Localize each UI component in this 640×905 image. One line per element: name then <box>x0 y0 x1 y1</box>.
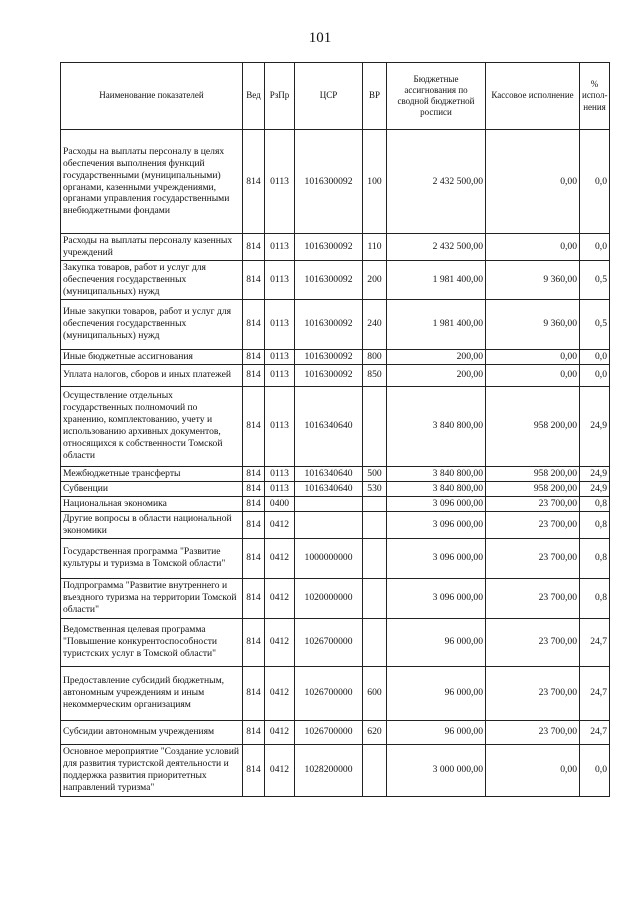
row-cash-cell: 23 700,00 <box>486 538 580 578</box>
row-cash-cell: 23 700,00 <box>486 618 580 666</box>
table-row <box>61 130 610 234</box>
row-budget-cell: 3 840 800,00 <box>387 466 486 481</box>
row-vr-cell <box>363 496 387 511</box>
row-pct-cell: 0,8 <box>580 578 610 618</box>
row-cash-cell: 958 200,00 <box>486 386 580 466</box>
row-rzpr-cell: 0113 <box>265 234 295 261</box>
row-ved-cell: 814 <box>243 744 265 796</box>
row-ved-cell: 814 <box>243 578 265 618</box>
page-number: 101 <box>308 30 332 46</box>
row-vr-cell <box>363 578 387 618</box>
row-budget-cell: 1 981 400,00 <box>387 299 486 349</box>
row-csr-cell: 1026700000 <box>295 666 363 720</box>
row-csr-cell <box>295 511 363 538</box>
header-name: Наименование показателей <box>61 63 243 130</box>
row-csr-cell: 1016340640 <box>295 481 363 496</box>
row-rzpr-cell: 0412 <box>265 666 295 720</box>
row-rzpr-cell: 0412 <box>265 538 295 578</box>
row-vr-cell <box>363 511 387 538</box>
table-row <box>61 720 610 744</box>
row-name-cell: Расходы на выплаты персоналу в целях обеспечения выполнения функций государственными (муниципальными) органами, казенными учреждениями, органами управления государственными внебюджетными фондами <box>61 130 243 234</box>
row-rzpr-cell: 0113 <box>265 466 295 481</box>
row-ved-cell: 814 <box>243 299 265 349</box>
row-pct-cell: 0,0 <box>580 130 610 234</box>
row-budget-cell: 2 432 500,00 <box>387 234 486 261</box>
header-rzpr: РзПр <box>265 63 295 130</box>
row-cash-cell: 0,00 <box>486 744 580 796</box>
header-ved: Вед <box>243 63 265 130</box>
row-vr-cell: 240 <box>363 299 387 349</box>
table-row <box>61 496 610 511</box>
row-vr-cell: 620 <box>363 720 387 744</box>
row-csr-cell: 1016300092 <box>295 234 363 261</box>
row-rzpr-cell: 0113 <box>265 349 295 364</box>
row-rzpr-cell: 0412 <box>265 744 295 796</box>
row-name-cell: Основное мероприятие "Создание условий для развития туристской деятельности и поддержка развития приоритетных направлений туризма" <box>61 744 243 796</box>
row-vr-cell: 800 <box>363 349 387 364</box>
table-row <box>61 578 610 618</box>
table-row <box>61 466 610 481</box>
row-ved-cell: 814 <box>243 618 265 666</box>
row-rzpr-cell: 0113 <box>265 260 295 299</box>
table-header-row <box>61 63 610 130</box>
row-ved-cell: 814 <box>243 234 265 261</box>
row-budget-cell: 96 000,00 <box>387 720 486 744</box>
row-budget-cell: 2 432 500,00 <box>387 130 486 234</box>
row-name-cell: Подпрограмма "Развитие внутреннего и въездного туризма на территории Томской области" <box>61 578 243 618</box>
row-name-cell: Уплата налогов, сборов и иных платежей <box>61 364 243 386</box>
row-csr-cell: 1026700000 <box>295 618 363 666</box>
row-name-cell: Предоставление субсидий бюджетным, автономным учреждениям и иным некоммерческим организациям <box>61 666 243 720</box>
row-cash-cell: 23 700,00 <box>486 578 580 618</box>
row-csr-cell: 1016300092 <box>295 349 363 364</box>
row-ved-cell: 814 <box>243 538 265 578</box>
row-csr-cell: 1016300092 <box>295 364 363 386</box>
row-cash-cell: 9 360,00 <box>486 260 580 299</box>
row-name-cell: Субвенции <box>61 481 243 496</box>
table-row <box>61 511 610 538</box>
row-name-cell: Государственная программа "Развитие культуры и туризма в Томской области" <box>61 538 243 578</box>
row-rzpr-cell: 0113 <box>265 130 295 234</box>
row-csr-cell: 1020000000 <box>295 578 363 618</box>
row-vr-cell <box>363 386 387 466</box>
row-csr-cell: 1016300092 <box>295 130 363 234</box>
row-rzpr-cell: 0412 <box>265 578 295 618</box>
row-pct-cell: 0,0 <box>580 349 610 364</box>
row-vr-cell: 530 <box>363 481 387 496</box>
table-row <box>61 364 610 386</box>
table-body <box>61 130 610 797</box>
row-pct-cell: 24,7 <box>580 666 610 720</box>
row-pct-cell: 0,0 <box>580 234 610 261</box>
row-csr-cell: 1016300092 <box>295 260 363 299</box>
header-vr: ВР <box>363 63 387 130</box>
row-budget-cell: 3 000 000,00 <box>387 744 486 796</box>
row-cash-cell: 23 700,00 <box>486 666 580 720</box>
row-name-cell: Закупка товаров, работ и услуг для обеспечения государственных (муниципальных) нужд <box>61 260 243 299</box>
table-row <box>61 666 610 720</box>
row-pct-cell: 24,9 <box>580 481 610 496</box>
row-rzpr-cell: 0113 <box>265 299 295 349</box>
row-csr-cell: 1016300092 <box>295 299 363 349</box>
row-vr-cell <box>363 538 387 578</box>
row-csr-cell: 1016340640 <box>295 466 363 481</box>
table-row <box>61 234 610 261</box>
row-budget-cell: 200,00 <box>387 349 486 364</box>
row-budget-cell: 3 840 800,00 <box>387 481 486 496</box>
row-rzpr-cell: 0412 <box>265 511 295 538</box>
row-budget-cell: 3 096 000,00 <box>387 538 486 578</box>
row-cash-cell: 9 360,00 <box>486 299 580 349</box>
row-pct-cell: 24,9 <box>580 386 610 466</box>
row-ved-cell: 814 <box>243 511 265 538</box>
row-rzpr-cell: 0412 <box>265 720 295 744</box>
row-cash-cell: 958 200,00 <box>486 466 580 481</box>
header-budget: Бюджетные ассигнования по сводной бюджетной росписи <box>387 63 486 130</box>
row-cash-cell: 0,00 <box>486 364 580 386</box>
table-row <box>61 386 610 466</box>
row-csr-cell: 1000000000 <box>295 538 363 578</box>
row-rzpr-cell: 0113 <box>265 386 295 466</box>
row-pct-cell: 24,9 <box>580 466 610 481</box>
row-budget-cell: 96 000,00 <box>387 618 486 666</box>
row-cash-cell: 0,00 <box>486 234 580 261</box>
row-vr-cell: 100 <box>363 130 387 234</box>
row-budget-cell: 3 096 000,00 <box>387 511 486 538</box>
row-vr-cell: 200 <box>363 260 387 299</box>
table-row <box>61 538 610 578</box>
row-ved-cell: 814 <box>243 364 265 386</box>
row-ved-cell: 814 <box>243 349 265 364</box>
row-ved-cell: 814 <box>243 666 265 720</box>
table-row <box>61 299 610 349</box>
row-name-cell: Расходы на выплаты персоналу казенных учреждений <box>61 234 243 261</box>
row-pct-cell: 0,8 <box>580 511 610 538</box>
row-ved-cell: 814 <box>243 720 265 744</box>
row-pct-cell: 0,8 <box>580 496 610 511</box>
table-row <box>61 481 610 496</box>
row-cash-cell: 23 700,00 <box>486 511 580 538</box>
row-pct-cell: 0,5 <box>580 260 610 299</box>
row-ved-cell: 814 <box>243 130 265 234</box>
row-pct-cell: 24,7 <box>580 720 610 744</box>
row-cash-cell: 0,00 <box>486 130 580 234</box>
row-budget-cell: 3 096 000,00 <box>387 496 486 511</box>
row-vr-cell: 500 <box>363 466 387 481</box>
row-vr-cell: 110 <box>363 234 387 261</box>
row-ved-cell: 814 <box>243 386 265 466</box>
row-budget-cell: 1 981 400,00 <box>387 260 486 299</box>
row-name-cell: Иные закупки товаров, работ и услуг для обеспечения государственных (муниципальных) нужд <box>61 299 243 349</box>
table-row <box>61 744 610 796</box>
row-cash-cell: 0,00 <box>486 349 580 364</box>
row-vr-cell <box>363 618 387 666</box>
row-vr-cell: 600 <box>363 666 387 720</box>
row-name-cell: Ведомственная целевая программа "Повышение конкурентоспособности туристских услуг в Томской области" <box>61 618 243 666</box>
row-name-cell: Другие вопросы в области национальной экономики <box>61 511 243 538</box>
row-cash-cell: 23 700,00 <box>486 496 580 511</box>
header-pct: % испол-нения <box>580 63 610 130</box>
row-budget-cell: 200,00 <box>387 364 486 386</box>
row-cash-cell: 958 200,00 <box>486 481 580 496</box>
row-ved-cell: 814 <box>243 260 265 299</box>
row-ved-cell: 814 <box>243 496 265 511</box>
row-rzpr-cell: 0400 <box>265 496 295 511</box>
row-name-cell: Субсидии автономным учреждениям <box>61 720 243 744</box>
header-csr: ЦСР <box>295 63 363 130</box>
row-budget-cell: 3 096 000,00 <box>387 578 486 618</box>
row-csr-cell <box>295 496 363 511</box>
row-pct-cell: 0,0 <box>580 364 610 386</box>
row-csr-cell: 1026700000 <box>295 720 363 744</box>
row-pct-cell: 24,7 <box>580 618 610 666</box>
table-row <box>61 260 610 299</box>
row-pct-cell: 0,0 <box>580 744 610 796</box>
row-pct-cell: 0,5 <box>580 299 610 349</box>
row-ved-cell: 814 <box>243 466 265 481</box>
table-row <box>61 618 610 666</box>
row-name-cell: Национальная экономика <box>61 496 243 511</box>
row-name-cell: Иные бюджетные ассигнования <box>61 349 243 364</box>
row-vr-cell: 850 <box>363 364 387 386</box>
row-rzpr-cell: 0113 <box>265 364 295 386</box>
row-name-cell: Межбюджетные трансферты <box>61 466 243 481</box>
row-vr-cell <box>363 744 387 796</box>
row-rzpr-cell: 0412 <box>265 618 295 666</box>
row-cash-cell: 23 700,00 <box>486 720 580 744</box>
header-cash: Кассовое исполнение <box>486 63 580 130</box>
row-csr-cell: 1016340640 <box>295 386 363 466</box>
row-csr-cell: 1028200000 <box>295 744 363 796</box>
row-budget-cell: 96 000,00 <box>387 666 486 720</box>
row-ved-cell: 814 <box>243 481 265 496</box>
row-rzpr-cell: 0113 <box>265 481 295 496</box>
row-name-cell: Осуществление отдельных государственных полномочий по хранению, комплектованию, учету и использованию архивных документов, относящихся к собственности Томской области <box>61 386 243 466</box>
row-budget-cell: 3 840 800,00 <box>387 386 486 466</box>
table-row <box>61 349 610 364</box>
budget-execution-table <box>60 62 610 797</box>
row-pct-cell: 0,8 <box>580 538 610 578</box>
